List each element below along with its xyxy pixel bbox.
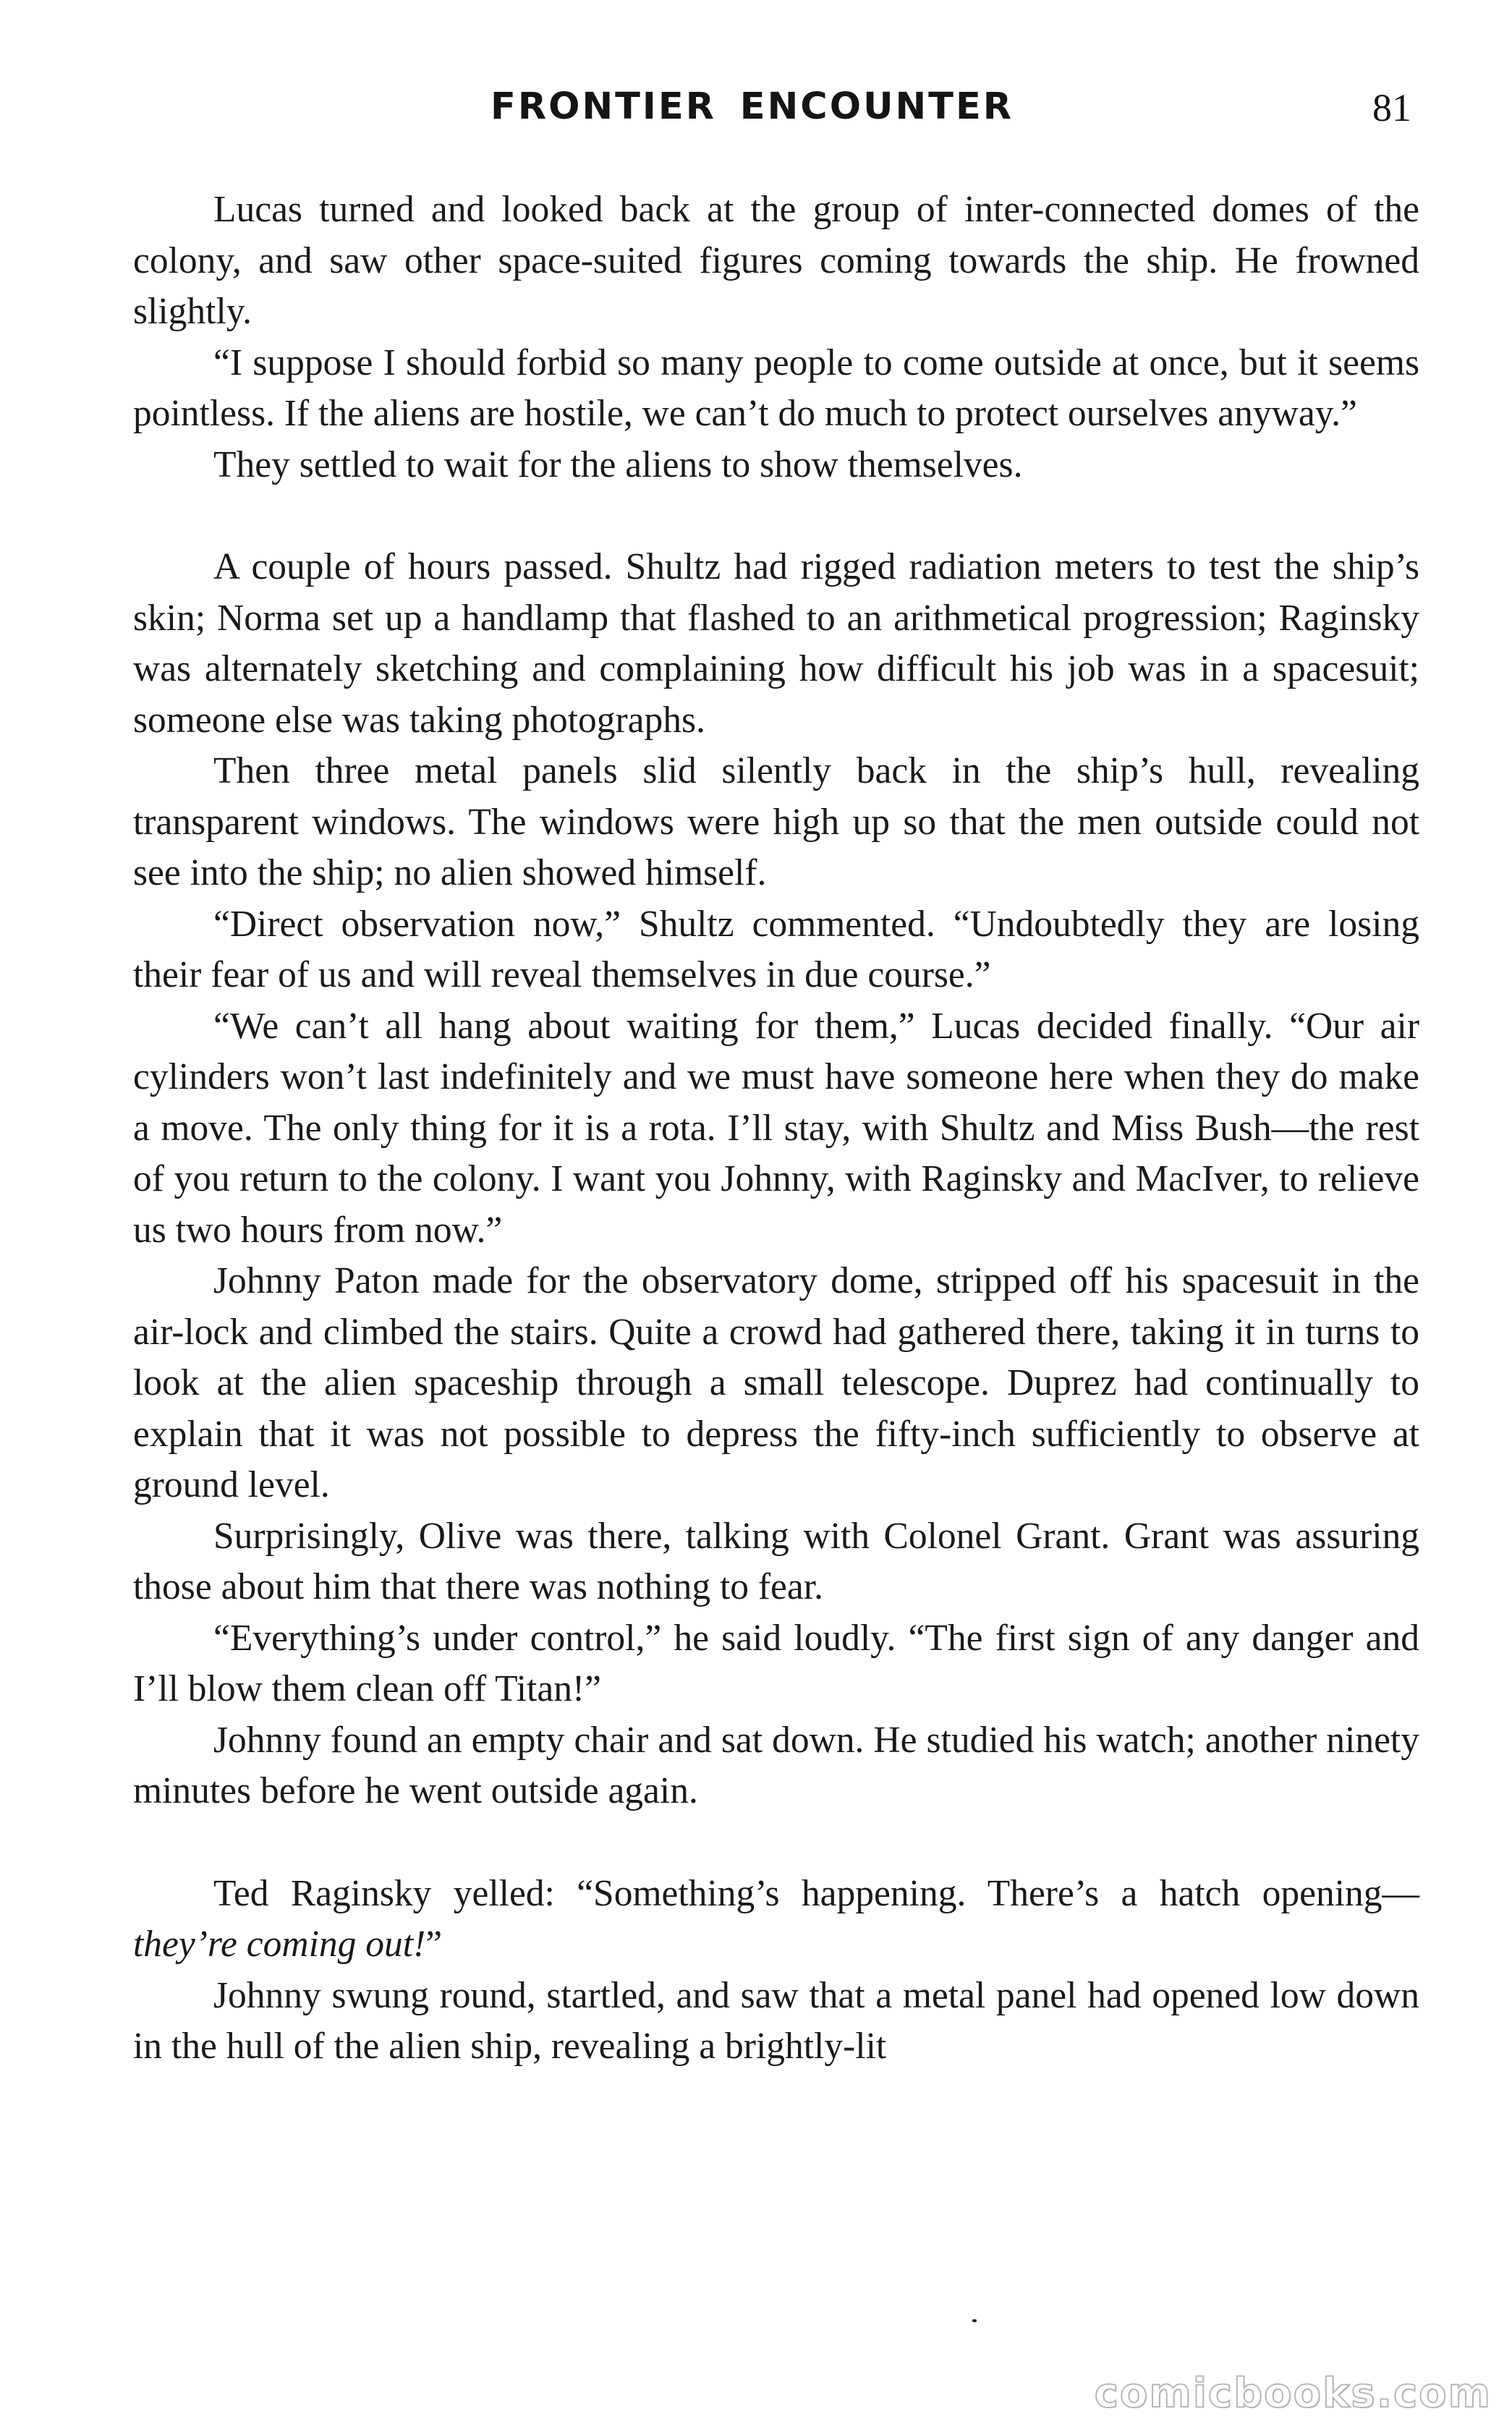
paragraph: “Direct observation now,” Shultz commented. “Undoubtedly they are losing their fear of us and will reveal themselves in due course.” xyxy=(133,903,1419,995)
italic-text: they’re coming out! xyxy=(133,1924,426,1965)
paragraph: Then three metal panels slid silently back in the ship’s hull, revealing transparent windows. The windows were high up so that the men outside could not see into the ship; no alien showed himself. xyxy=(133,750,1419,893)
running-head: FRONTIER ENCOUNTER xyxy=(490,85,1014,128)
paragraph: Lucas turned and looked back at the group of inter-connected domes of the colony, and saw other space-suited figures coming towards the ship. He frowned slightly. xyxy=(133,189,1419,332)
paragraph-text: ” xyxy=(425,1924,443,1965)
paragraph: “I suppose I should forbid so many people to come outside at once, but it seems pointless. If the aliens are hostile, we can’t do much to protect ourselves anyway.” xyxy=(133,341,1419,434)
paragraph-text: Ted Raginsky yelled: “Something’s happening. There’s a hatch opening— xyxy=(213,1872,1419,1914)
paragraph xyxy=(133,1869,1419,1971)
paragraph: “We can’t all hang about waiting for them,” Lucas decided finally. “Our air cylinders won’t last indefinitely and we must have someone here when they do make a move. The only thing for it is a rota. I’ll stay, with Shultz and Miss Bush—the rest of you return to the colony. I want you Johnny, with Raginsky and MacIver, to relieve us two hours from now.” xyxy=(133,1005,1419,1251)
paragraph: Johnny Paton made for the observatory dome, stripped off his spacesuit in the air-lock and climbed the stairs. Quite a crowd had gathered there, taking it in turns to look at the alien spaceship through a small telescope. Duprez had continually to explain that it was not possible to depress the fifty-inch sufficiently to observe at ground level. xyxy=(133,1260,1419,1505)
watermark: comicbooks.com xyxy=(1094,2370,1492,2417)
ink-speck xyxy=(972,2319,977,2322)
paragraph: They settled to wait for the aliens to show themselves. xyxy=(213,443,1023,485)
page-number: 81 xyxy=(1372,86,1411,129)
body-text xyxy=(133,184,1419,2073)
paragraph: “Everything’s under control,” he said loudly. “The first sign of any danger and I’ll blow them clean off Titan!” xyxy=(133,1617,1419,1709)
paragraph: A couple of hours passed. Shultz had rigged radiation meters to test the ship’s skin; Norma set up a handlamp that flashed to an arithmetical progression; Raginsky was alternately sketching and complaining how difficult his job was in a spacesuit; someone else was taking photographs. xyxy=(133,546,1419,741)
paragraph: Johnny swung round, startled, and saw that a metal panel had opened low down in the hull of the alien ship, revealing a brightly-lit xyxy=(133,1974,1419,2067)
paragraph: Surprisingly, Olive was there, talking with Colonel Grant. Grant was assuring those about him that there was nothing to fear. xyxy=(133,1515,1419,1607)
paragraph: Johnny found an empty chair and sat down. He studied his watch; another ninety minutes before he went outside again. xyxy=(133,1719,1419,1811)
